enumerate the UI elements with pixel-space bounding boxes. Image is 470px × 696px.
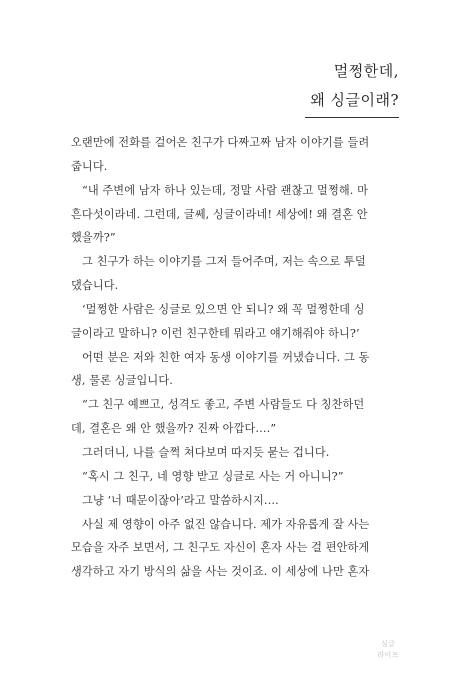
text-line: 모습을 자주 보면서, 그 친구도 자신이 혼자 사는 걸 편안하게 [71, 541, 370, 555]
paragraph-1 [71, 131, 405, 179]
text-line: 오랜만에 전화를 걸어온 친구가 다짜고짜 남자 이야기를 들려 [71, 136, 370, 149]
text-line: 그냥 ‘너 때문이잖아’라고 말씀하시지…. [82, 493, 279, 507]
text-line: 그러더니, 나를 슬쩍 쳐다보며 따지듯 묻는 겁니다. [82, 445, 330, 459]
footer-line-1: 싱글 [380, 640, 396, 648]
chapter-title [305, 58, 399, 118]
text-line: 어떤 분은 저와 친한 여자 동생 이야기를 꺼냈습니다. 그 동 [82, 350, 370, 364]
text-line: 데, 결혼은 왜 안 했을까? 진짜 아깝다….” [71, 422, 277, 436]
title-underline [305, 117, 399, 118]
text-line: “그 친구 예쁘고, 성격도 좋고, 주변 사람들도 다 칭찬하던 [82, 398, 365, 412]
text-line: 생각하고 자기 방식의 삶을 사는 것이죠. 이 세상에 나만 혼자 [71, 565, 370, 579]
text-line: 사실 제 영향이 아주 없진 않습니다. 제가 자유롭게 잘 사는 [82, 517, 370, 531]
paragraph-5 [71, 346, 405, 394]
paragraph-6 [71, 393, 405, 441]
paragraph-10 [71, 513, 405, 585]
text-line: 글이라고 말하니? 이런 친구한테 뭐라고 얘기해줘야 하니?’ [71, 326, 360, 340]
paragraph-9 [71, 489, 405, 513]
paragraph-2 [71, 179, 405, 251]
paragraph-7 [71, 441, 405, 465]
body-text [71, 131, 405, 584]
text-line: “내 주변에 남자 하나 있는데, 정말 사람 괜찮고 멀쩡해. 마 [82, 183, 368, 197]
page-footer [377, 639, 399, 661]
text-line: 생, 물론 싱글입니다. [71, 374, 173, 388]
footer-line-2: 라이프 [377, 651, 399, 659]
chapter-title-line-1: 멀쩡한데, [333, 62, 399, 80]
text-line: 댔습니다. [71, 279, 119, 293]
paragraph-4 [71, 298, 405, 346]
paragraph-3 [71, 250, 405, 298]
paragraph-8 [71, 465, 405, 489]
text-line: “혹시 그 친구, 네 영향 받고 싱글로 사는 거 아니니?” [82, 469, 344, 483]
chapter-title-line-2: 왜 싱글이래? [310, 91, 399, 109]
text-line: 줍니다. [71, 159, 108, 173]
text-line: 흔다섯이라네. 그런데, 글쎄, 싱글이라네! 세상에! 왜 결혼 안 [71, 207, 368, 221]
text-line: 했을까?” [71, 231, 116, 245]
text-line: ‘멀쩡한 사람은 싱글로 있으면 안 되니? 왜 꼭 멀쩡한데 싱 [82, 302, 365, 316]
text-line: 그 친구가 하는 이야기를 그저 들어주며, 저는 속으로 투덜 [82, 255, 366, 269]
